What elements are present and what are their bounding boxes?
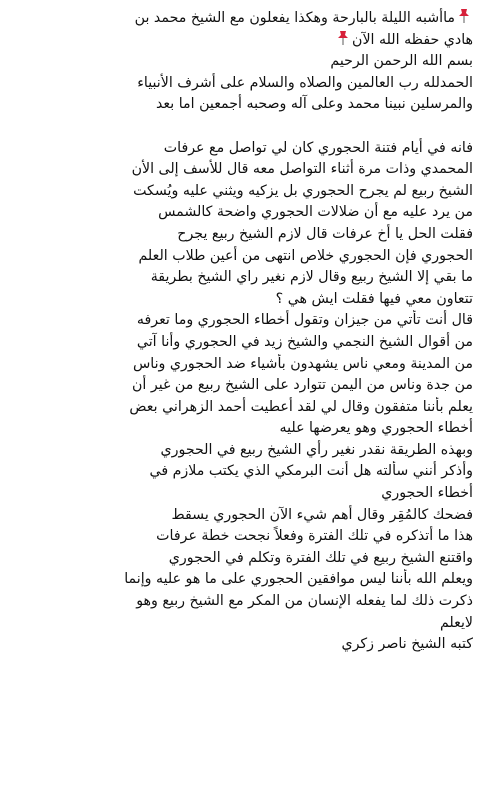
paragraph-5-line: ذكرت ذلك لما يفعله الإنسان من المكر مع الشيخ ربيع وهو [136,593,473,610]
paragraph-2-line: يعلم بأننا متفقون وقال لي لقد أعطيت أحمد الزهراني بعض [129,398,473,415]
paragraph-1-line: ما بقي إلا الشيخ ربيع وقال لازم نغير راي الشيخ بطريقة [150,269,473,286]
paragraph-2-line: من جدة وناس من اليمن تتوارد على الشيخ ربيع من غير أن [132,377,473,394]
paragraph-1-line: تتعاون معي فيها فقلت ايش هي ؟ [275,290,473,307]
paragraph-4-line: هذا ما أتذكره في تلك الفترة وفعلاً نجحت خطة عرفات [156,528,473,545]
paragraph-1-line: المحمدي وذات مرة أثناء التواصل معه قال للأسف إلى الأن [131,161,473,178]
opening-line: والمرسلين نبينا محمد وعلى آله وصحبه أجمعين اما بعد [155,96,473,113]
paragraph-4-line: واقتنع الشيخ ربيع في تلك الفترة وتكلم في الحجوري [168,549,473,566]
paragraph-3-line: أخطاء الحجوري [381,485,473,502]
pushpin-icon [457,8,471,24]
intro-line-1: ماأشبه الليلة بالبارحة وهكذا يفعلون مع الشيخ محمد بن [14,8,473,30]
paragraph-2-line: أخطاء الحجوري وهو يعرضها عليه [279,420,473,437]
pushpin-icon [336,30,350,46]
paragraph-5-line: ويعلم الله بأننا ليس موافقين الحجوري على ما هو عليه وإنما [124,571,473,588]
paragraph-1-line: فانه في أيام فتنة الحجوري كان لي تواصل مع عرفات [163,139,473,156]
basmala: بسم الله الرحمن الرحيم [330,53,473,70]
paragraph-2-line: من المدينة ومعي ناس يشهدون بأشياء ضد الحجوري وناس [132,355,473,372]
paragraph-3-line: وبهذه الطريقة نقدر نغير رأي الشيخ ربيع في الحجوري [160,441,473,458]
paragraph-2-line: من أقوال الشيخ النجمي والشيخ زيد في الحجوري وأنا آتي [136,333,473,350]
opening-line: الحمدلله رب العالمين والصلاه والسلام على أشرف الأنبياء [137,74,473,91]
signature: كتبه الشيخ ناصر زكري [341,636,473,653]
paragraph-5-line: لايعلم [439,614,473,631]
intro-line-2: هادي حفظه الله الآن [14,30,473,52]
paragraph-1-line: الحجوري فإن الحجوري خلاص انتهى من أعين طلاب العلم [138,247,473,264]
paragraph-1-line: الشيخ ربيع لم يجرح الحجوري بل يزكيه ويثني عليه ويُسكت [133,182,473,199]
paragraph-1-line: من يرد عليه مع أن ضلالات الحجوري واضحة كالشمس [158,204,473,221]
paragraph-spacer [14,116,473,138]
paragraph-3-line: وأذكر أنني سألته هل أنت البرمكي الذي يكتب ملازم في [149,463,473,480]
paragraph-1-line: فقلت الحل يا أخ عرفات قال لازم الشيخ ربيع يجرح [177,225,473,242]
paragraph-4-line: فضحك كالمُقِر وقال أهم شيء الآن الحجوري يسقط [171,506,473,523]
paragraph-2-line: قال أنت تأتي من جيزان وتقول أخطاء الحجوري وما تعرفه [136,312,473,329]
